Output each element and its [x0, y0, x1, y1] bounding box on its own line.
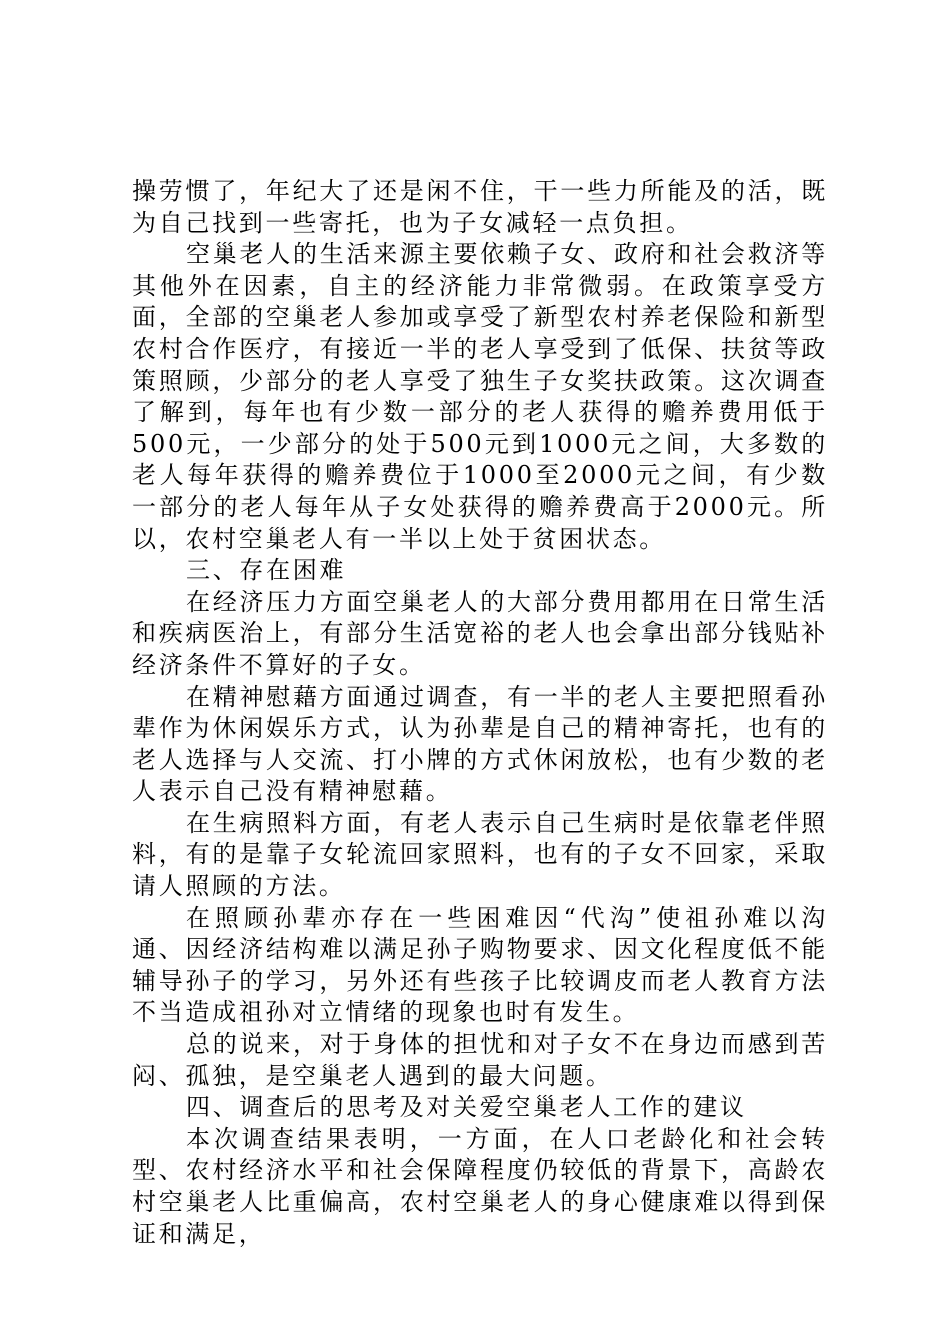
paragraph-summary: 总的说来，对于身体的担忧和对子女不在身边而感到苦闷、孤独，是空巢老人遇到的最大问题。: [132, 1030, 828, 1090]
paragraph-illness-care: 在生病照料方面，有老人表示自己生病时是依靠老伴照料，有的是靠子女轮流回家照料，也有的子女不回家，采取请人照顾的方法。: [132, 808, 828, 901]
section-heading-suggestions: 四、调查后的思考及对关爱空巢老人工作的建议: [186, 1093, 747, 1122]
paragraph-income-sources: 空巢老人的生活来源主要依赖子女、政府和社会救济等其他外在因素，自主的经济能力非常微弱。在政策享受方面，全部的空巢老人参加或享受了新型农村养老保险和新型农村合作医疗，有接近一半的老人享受到了低保、扶贫等政策照顾，少部分的老人享受了独生子女奖扶政策。这次调查了解到，每年也有少数一部分的老人获得的赡养费用低于500元，一少部分的处于500元到1000元之间，大多数的老人每年获得的赡养费位于1000至2000元之间，有少数一部分的老人每年从子女处获得的赡养费高于2000元。所以，农村空巢老人有一半以上处于贫困状态。: [132, 240, 828, 553]
section-heading-difficulties: 三、存在困难: [186, 556, 347, 585]
paragraph-economic-pressure: 在经济压力方面空巢老人的大部分费用都用在日常生活和疾病医治上，有部分生活宽裕的老人也会拿出部分钱贴补经济条件不算好的子女。: [132, 587, 828, 679]
paragraph-survey-results: 本次调查结果表明，一方面，在人口老龄化和社会转型、农村经济水平和社会保障程度仍较低的背景下，高龄农村空巢老人比重偏高，农村空巢老人的身心健康难以得到保证和满足，: [132, 1124, 828, 1248]
paragraph-grandchildren-care: 在照顾孙辈亦存在一些困难因“代沟”使祖孙难以沟通、因经济结构难以满足孙子购物要求、因文化程度低不能辅导孙子的学习，另外还有些孩子比较调皮而老人教育方法不当造成祖孙对立情绪的现象也时有发生。: [132, 903, 828, 1027]
paragraph-spiritual-comfort: 在精神慰藉方面通过调查，有一半的老人主要把照看孙辈作为休闲娱乐方式，认为孙辈是自己的精神寄托，也有的老人选择与人交流、打小牌的方式休闲放松，也有少数的老人表示自己没有精神慰藉。: [132, 682, 828, 806]
paragraph-continuation: 操劳惯了，年纪大了还是闲不住，干一些力所能及的活，既为自己找到一些寄托，也为子女减轻一点负担。: [132, 177, 828, 237]
document-body: [132, 176, 828, 1250]
